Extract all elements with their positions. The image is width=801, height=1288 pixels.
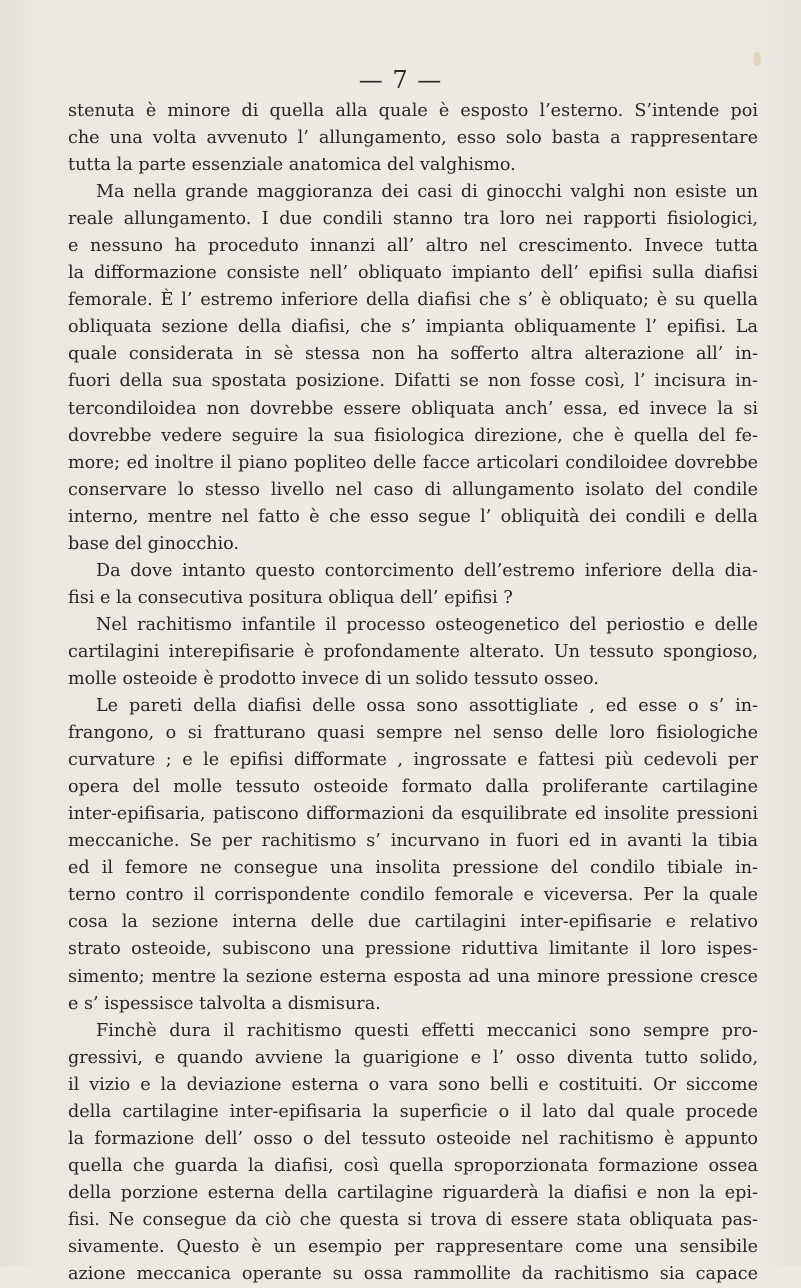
text-line: fuori della sua spostata posizione. Difatti se non fosse così, l’ incisura in- — [68, 371, 758, 392]
text-line: cartilagini interepifisarie è profondamente alterato. Un tessuto spongioso, — [68, 641, 758, 662]
text-line: dovrebbe vedere seguire la sua fisiologica direzione, che è quella del fe- — [68, 425, 758, 446]
text-line: femorale. È l’ estremo inferiore della diafisi che s’ è obliquato; è su quella — [68, 290, 758, 311]
body-text — [68, 98, 758, 1288]
text-line: gressivi, e quando avviene la guarigione e l’ osso diventa tutto solido, — [68, 1047, 758, 1068]
text-line: base del ginocchio. — [68, 533, 240, 554]
text-line: quale considerata in sè stessa non ha sofferto altra alterazione all’ in- — [68, 344, 758, 365]
text-line: e nessuno ha proceduto innanzi all’ altro nel crescimento. Invece tutta — [68, 236, 758, 257]
text-line: fisi e la consecutiva positura obliqua dell’ epifisi ? — [68, 587, 513, 608]
text-line: fisi. Ne consegue da ciò che questa si trova di essere stata obliquata pas- — [68, 1209, 758, 1230]
text-line: opera del molle tessuto osteoide formato dalla proliferante cartilagine — [68, 777, 758, 798]
text-line: della porzione esterna della cartilagine riguarderà la diafisi e non la epi- — [68, 1182, 758, 1203]
text-line: ed il femore ne consegue una insolita pressione del condilo tibiale in- — [68, 858, 758, 879]
text-line: meccaniche. Se per rachitismo s’ incurvano in fuori ed in avanti la tibia — [68, 831, 758, 852]
text-line: la formazione dell’ osso o del tessuto osteoide nel rachitismo è appunto — [68, 1128, 758, 1149]
text-line: interno, mentre nel fatto è che esso segue l’ obliquità dei condili e della — [68, 506, 758, 527]
text-line: molle osteoide è prodotto invece di un solido tessuto osseo. — [68, 668, 599, 689]
page-number: — 7 — — [358, 66, 443, 94]
text-line: reale allungamento. I due condili stanno tra loro nei rapporti fisiologici, — [68, 209, 758, 230]
text-line: il vizio e la deviazione esterna o vara sono belli e costituiti. Or siccome — [68, 1074, 758, 1095]
text-line: terno contro il corrispondente condilo femorale e viceversa. Per la quale — [68, 885, 758, 906]
text-line: curvature ; e le epifisi difformate , ingrossate e fattesi più cedevoli per — [68, 750, 758, 771]
text-line: cosa la sezione interna delle due cartilagini inter-epifisarie e relativo — [68, 912, 758, 933]
text-line: obliquata sezione della diafisi, che s’ impianta obliquamente l’ epifisi. La — [68, 317, 758, 338]
text-line: frangono, o si fratturano quasi sempre nel senso delle loro fisiologiche — [68, 723, 758, 744]
text-line: Finchè dura il rachitismo questi effetti meccanici sono sempre pro- — [96, 1020, 758, 1041]
text-line: more; ed inoltre il piano popliteo delle facce articolari condiloidee dovrebbe — [68, 452, 758, 473]
text-line: simento; mentre la sezione esterna esposta ad una minore pressione cresce — [68, 966, 758, 987]
text-line: stenuta è minore di quella alla quale è esposto l’esterno. S’intende poi — [68, 101, 758, 121]
text-line: azione meccanica operante su ossa rammollite da rachitismo sia capace — [68, 1264, 758, 1285]
text-line: quella che guarda la diafisi, così quella sproporzionata formazione ossea — [68, 1155, 758, 1176]
text-line: Nel rachitismo infantile il processo osteogenetico del periostio e delle — [96, 614, 758, 635]
text-line: inter-epifisaria, patiscono difformazioni da esquilibrate ed insolite pressioni — [68, 804, 758, 825]
text-line: strato osteoide, subiscono una pressione riduttiva limitante il loro ispes- — [68, 939, 758, 960]
text-line: sivamente. Questo è un esempio per rappresentare come una sensibile — [68, 1236, 758, 1257]
paper-stain — [753, 52, 761, 66]
text-line: e s’ ispessisce talvolta a dismisura. — [68, 993, 381, 1014]
text-line: conservare lo stesso livello nel caso di allungamento isolato del condile — [68, 479, 758, 500]
text-line: tutta la parte essenziale anatomica del valghismo. — [68, 155, 516, 176]
text-line: che una volta avvenuto l’ allungamento, esso solo basta a rappresentare — [68, 128, 758, 149]
text-line: della cartilagine inter-epifisaria la superficie o il lato dal quale procede — [68, 1101, 758, 1122]
text-line: Da dove intanto questo contorcimento dell’estremo inferiore della dia- — [96, 560, 758, 581]
text-line: la difformazione consiste nell’ obliquato impianto dell’ epifisi sulla diafisi — [68, 263, 758, 284]
text-line: Le pareti della diafisi delle ossa sono assottigliate , ed esse o s’ in- — [96, 696, 758, 717]
text-line: tercondiloidea non dovrebbe essere obliquata anch’ essa, ed invece la si — [68, 398, 758, 419]
text-line: Ma nella grande maggioranza dei casi di ginocchi valghi non esiste un — [96, 182, 758, 203]
